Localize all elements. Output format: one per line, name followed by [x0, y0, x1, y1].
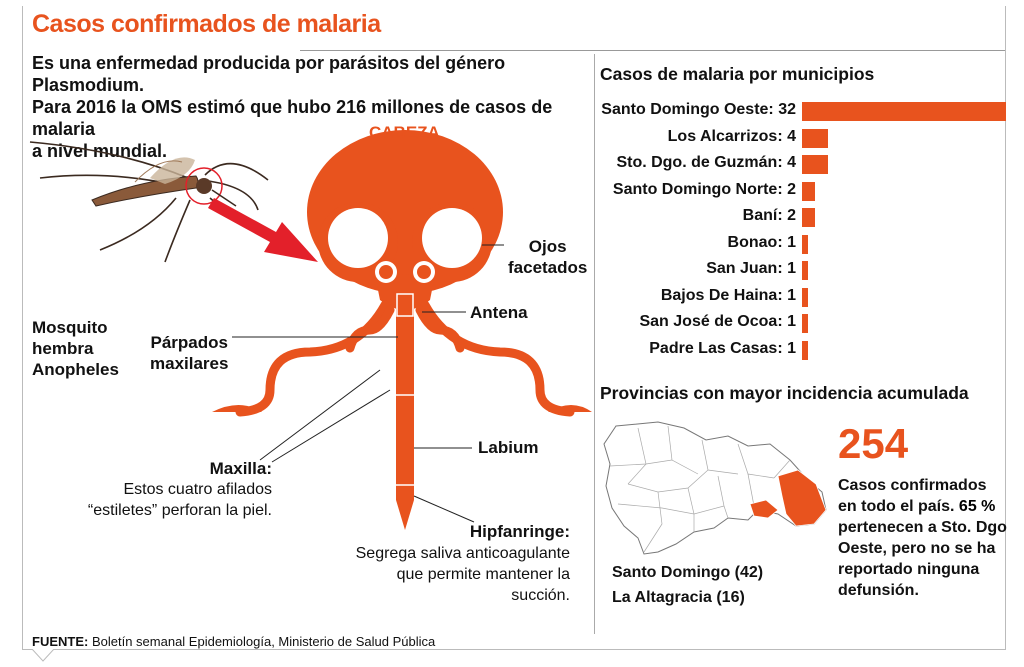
bar: [802, 288, 808, 307]
bar: [802, 341, 808, 360]
province-name: Santo Domingo: [612, 564, 731, 581]
bar-label: Padre Las Casas: 1: [649, 339, 796, 357]
pointer-arrow: [208, 198, 318, 262]
stat-percent: 65 %: [958, 498, 996, 515]
mosquito-label-line: Mosquito: [32, 318, 108, 337]
palps-label: [150, 332, 228, 374]
mosquito-illustration: [30, 142, 268, 262]
bar-label: Bajos De Haina: 1: [660, 286, 796, 304]
bar-label: Los Alcarrizos: 4: [667, 127, 796, 145]
page-title: Casos confirmados de malaria: [32, 10, 381, 38]
hypopharynx-label: [316, 521, 570, 542]
eyes-label-line: Ojos: [528, 237, 567, 256]
municipios-bar-chart: [802, 100, 1006, 362]
hypopharynx-desc-line: que permite mantener la: [396, 566, 570, 583]
total-cases-description: [838, 475, 1008, 601]
maxilla-desc-line: “estiletes” perforan la piel.: [87, 502, 272, 519]
hypopharynx-desc-line: Segrega saliva anticoagulante: [355, 545, 570, 562]
bar-label: Baní: 2: [742, 207, 796, 224]
labium-label: Labium: [478, 438, 539, 457]
province-count: (16): [716, 589, 745, 606]
bar-label: Santo Domingo Norte: 2: [612, 180, 796, 198]
bar: [802, 129, 828, 148]
hypopharynx-desc: [300, 543, 570, 606]
intro-line: Es una enfermedad producida por parásitos del género Plasmodium.: [32, 53, 506, 95]
eyes-label: [508, 236, 587, 278]
province-item: [612, 589, 745, 607]
eyes-label-line: facetados: [508, 258, 588, 277]
stat-line: pertenecen a Sto. Dgo: [838, 519, 1007, 536]
bar: [802, 155, 828, 174]
bar-label: Sto. Dgo. de Guzmán: 4: [616, 154, 796, 171]
hypopharynx-title: Hipfanringe:: [469, 522, 570, 541]
palps-label-line: maxilares: [150, 354, 229, 373]
province-name: La Altagracia: [612, 589, 712, 606]
maxilla-desc: [60, 479, 272, 521]
maxilla-desc-line: Estos cuatro afilados: [123, 481, 272, 498]
province-count: (42): [734, 564, 764, 581]
total-cases: 254: [838, 420, 909, 467]
stat-line: Oeste, pero no se ha: [838, 540, 996, 557]
stat-line: Casos confirmados: [838, 477, 987, 494]
source-label: FUENTE:: [32, 634, 89, 649]
maxilla-title: Maxilla:: [209, 459, 272, 478]
province-item: [612, 564, 763, 582]
bar: [802, 102, 1006, 121]
bar: [802, 314, 808, 333]
bar: [802, 208, 815, 227]
mosquito-label: [32, 317, 119, 380]
source-text: Boletín semanal Epidemiología, Ministerio de Salud Pública: [91, 634, 436, 649]
bar-label: Bonao: 1: [727, 233, 796, 251]
hypopharynx-desc-line: succión.: [511, 587, 570, 604]
footer-notch: [32, 649, 54, 663]
head-label: CABEZA: [369, 123, 440, 142]
bar-label: San José de Ocoa: 1: [639, 313, 796, 330]
intro-line: a nivel mundial.: [32, 141, 168, 161]
maxilla-label: [100, 458, 272, 479]
mosquito-label-line: Anopheles: [32, 360, 119, 379]
mosquito-label-line: hembra: [32, 339, 94, 358]
stat-line: [838, 496, 1008, 517]
bar-label: San Juan: 1: [706, 260, 796, 277]
intro-line: Para 2016 la OMS estimó que hubo 216 millones de casos de malaria: [32, 97, 553, 139]
bar-label: Santo Domingo Oeste: 32: [601, 101, 796, 118]
palps-label-line: Párpados: [150, 333, 228, 352]
bar: [802, 261, 808, 280]
stat-text: en todo el país.: [838, 498, 955, 515]
source-footer: [32, 634, 435, 649]
stat-line: defunsión.: [838, 582, 919, 599]
bar: [802, 235, 808, 254]
provinces-title: Provincias con mayor incidencia acumulada: [600, 383, 969, 403]
column-divider: [594, 54, 595, 634]
dominican-map: [598, 414, 830, 560]
antenna-label: Antena: [470, 303, 528, 322]
bar: [802, 182, 815, 201]
stat-line: reportado ninguna: [838, 561, 980, 578]
chart-title: Casos de malaria por municipios: [600, 64, 875, 84]
